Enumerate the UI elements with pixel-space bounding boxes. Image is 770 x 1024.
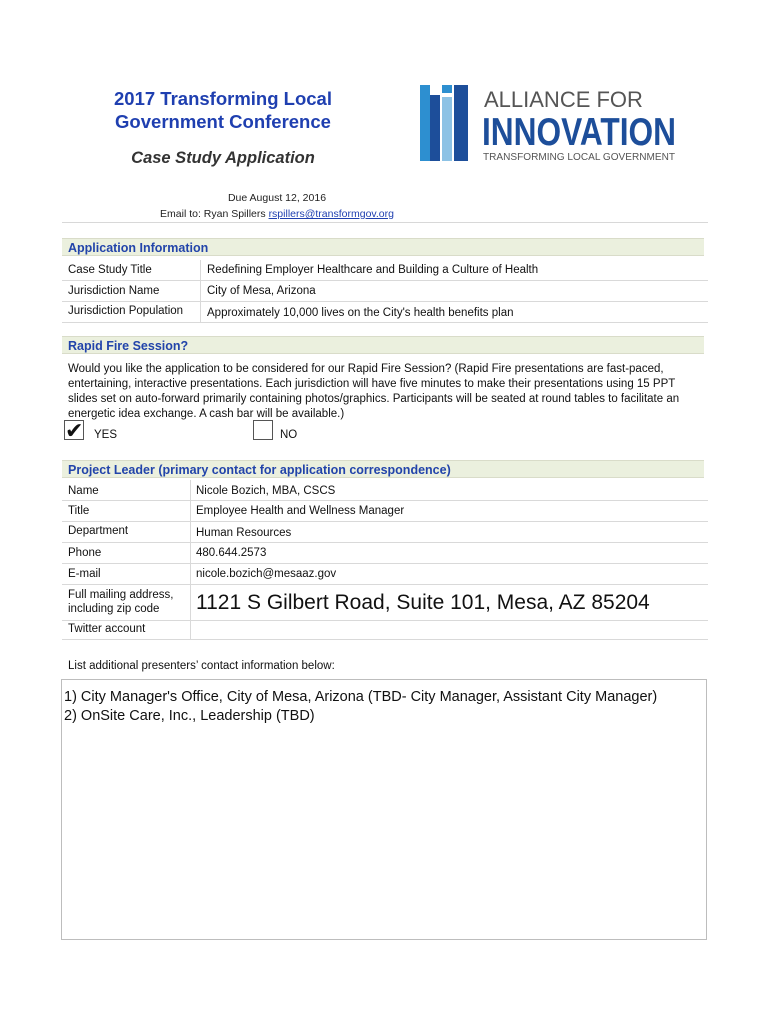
conference-title (60, 87, 386, 133)
table-row (62, 585, 708, 621)
field-label: E-mail (68, 568, 101, 580)
presenter-line-1: 1) City Manager's Office, City of Mesa, Arizona (TBD- City Manager, Assistant City Manager) (64, 689, 658, 705)
column-divider (190, 585, 191, 620)
additional-presenters-textarea[interactable] (61, 679, 707, 940)
column-divider (190, 564, 191, 584)
additional-presenters-label: List additional presenters’ contact information below: (68, 660, 335, 672)
email-prefix: Email to: Ryan Spillers (160, 208, 269, 220)
logo-bar-dark (430, 95, 440, 161)
check-icon: ✔ (65, 418, 84, 443)
column-divider (190, 621, 191, 639)
logo-bar-light (420, 85, 430, 161)
logo-line3: TRANSFORMING LOCAL GOVERNMENT (483, 151, 676, 163)
table-row (62, 260, 708, 281)
column-divider (190, 480, 191, 500)
case-study-title-value[interactable]: Redefining Employer Healthcare and Building a Culture of Health (207, 264, 539, 276)
table-row (62, 522, 708, 543)
leader-name-value[interactable]: Nicole Bozich, MBA, CSCS (196, 485, 336, 497)
leader-phone-value[interactable]: 480.644.2573 (196, 547, 267, 559)
address-label (68, 588, 173, 616)
section-header-application-info: Application Information (62, 238, 704, 256)
field-label: Phone (68, 547, 102, 559)
conference-title-line1: 2017 Transforming Local (114, 88, 332, 109)
rapid-fire-question: Would you like the application to be considered for our Rapid Fire Session? (Rapid Fire presentations are fast-paced, entertaining, interactive presentations. Each jurisdiction will have five minutes to make their presentations using 15 PPT slides set on auto-forward primarily containing photos/graphics. Participants will be seated at round tables to facilitate an energetic idea exchange. A cash bar will be available.) (68, 363, 680, 420)
table-row (62, 480, 708, 501)
address-label-line2: including zip code (68, 603, 160, 615)
yes-label: YES (94, 429, 118, 441)
no-checkbox[interactable] (253, 420, 273, 440)
table-row (62, 302, 708, 323)
table-row (62, 621, 708, 640)
jurisdiction-name-value[interactable]: City of Mesa, Arizona (207, 285, 316, 297)
leader-email-value[interactable]: nicole.bozich@mesaaz.gov (196, 568, 337, 580)
field-label: Jurisdiction Population (68, 305, 184, 317)
column-divider (200, 302, 201, 322)
column-divider (200, 260, 201, 280)
divider (62, 222, 708, 223)
field-label: Jurisdiction Name (68, 285, 160, 297)
logo-dot (442, 85, 452, 93)
field-label: Case Study Title (68, 264, 152, 276)
column-divider (190, 522, 191, 542)
email-link[interactable]: rspillers@transformgov.org (268, 208, 394, 220)
due-date: Due August 12, 2016 (227, 192, 327, 204)
logo-bar-right (454, 85, 468, 161)
column-divider (200, 281, 201, 301)
table-row (62, 281, 708, 302)
logo-line1: ALLIANCE FOR (484, 87, 643, 112)
presenter-line-2: 2) OnSite Care, Inc., Leadership (TBD) (64, 708, 315, 724)
no-label: NO (280, 429, 298, 441)
logo-bar-mid (442, 97, 452, 161)
field-label: Title (68, 505, 90, 517)
conference-title-line2: Government Conference (115, 111, 331, 132)
field-label: Department (68, 525, 129, 537)
leader-title-value[interactable]: Employee Health and Wellness Manager (196, 505, 405, 517)
column-divider (190, 543, 191, 563)
address-label-line1: Full mailing address, (68, 589, 174, 601)
column-divider (190, 501, 191, 521)
section-header-project-leader: Project Leader (primary contact for application correspondence) (62, 460, 704, 478)
email-line (60, 208, 494, 220)
address-value[interactable]: 1121 S Gilbert Road, Suite 101, Mesa, AZ 85204 (196, 591, 650, 614)
yes-checkbox[interactable] (64, 418, 84, 443)
logo-line2: INNOVATION (482, 111, 676, 154)
section-header-rapid-fire: Rapid Fire Session? (62, 336, 704, 354)
table-row (62, 543, 708, 564)
page-subtitle: Case Study Application (131, 149, 315, 167)
jurisdiction-population-value[interactable]: Approximately 10,000 lives on the City's health benefits plan (207, 307, 514, 319)
table-row (62, 501, 708, 522)
field-label: Name (68, 485, 99, 497)
alliance-for-innovation-logo (418, 83, 680, 165)
table-row (62, 564, 708, 585)
field-label: Twitter account (68, 623, 146, 635)
leader-department-value[interactable]: Human Resources (196, 527, 292, 539)
